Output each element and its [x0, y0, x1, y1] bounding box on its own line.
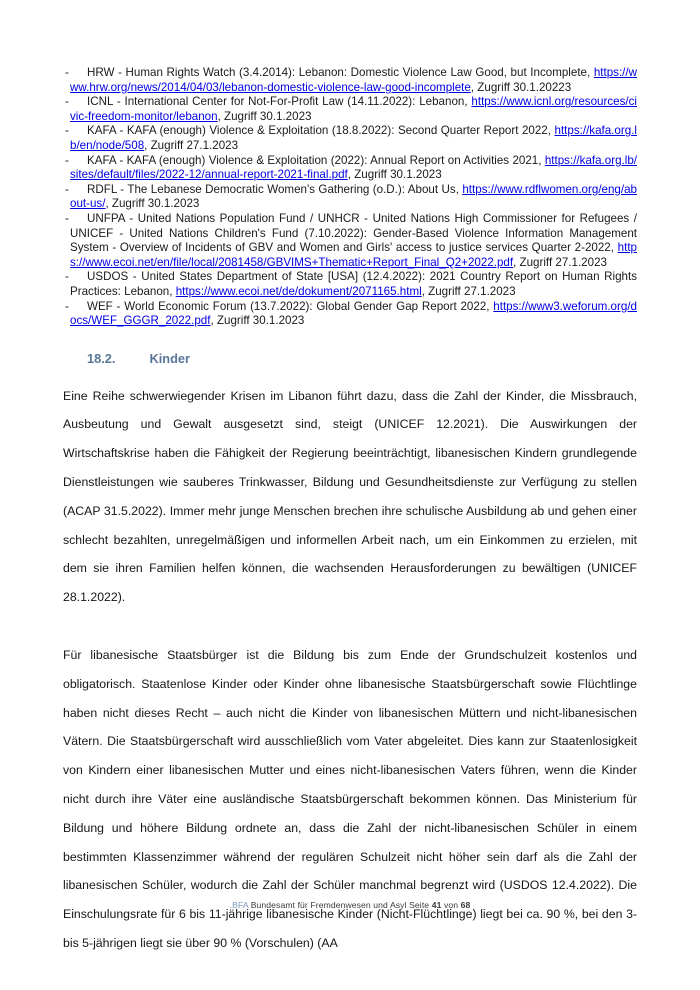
- bfa-logo-mark: .: [229, 900, 233, 910]
- source-access: , Zugriff 30.1.2023: [347, 168, 442, 182]
- source-link[interactable]: https://www3.weforum.org/docs/WEF_GGGR_2022.pdf: [70, 299, 637, 328]
- section-title: Kinder: [149, 350, 190, 366]
- section-heading: [63, 351, 637, 366]
- list-bullet: -: [65, 182, 69, 196]
- list-bullet: -: [65, 270, 69, 284]
- source-item: [63, 270, 637, 299]
- source-access: , Zugriff 30.1.20223: [470, 80, 572, 94]
- source-text: UNFPA - United Nations Population Fund / UNHCR - United Nations High Commissioner for Refugees / UNICEF - United Nations Children's Fund (7.10.2022): Gender-Based Violence Information Management System - Overview of Incidents of GBV and Women and Girls' access to justice services Quarter 2-2022,: [70, 211, 637, 255]
- source-link[interactable]: https://kafa.org.lb/sites/default/files/2022-12/annual-report-2021-final.pdf: [70, 153, 637, 182]
- source-text: KAFA - KAFA (enough) Violence & Exploitation (18.8.2022): Second Quarter Report 2022,: [87, 124, 555, 138]
- source-item: [63, 154, 637, 183]
- page-footer: [0, 900, 700, 910]
- list-bullet: -: [65, 299, 69, 313]
- footer-office-name: Bundesamt für Fremdenwesen und Asyl: [250, 900, 407, 910]
- source-item: [63, 212, 637, 270]
- source-link[interactable]: https://www.ecoi.net/de/dokument/2071165.html: [175, 284, 422, 298]
- list-bullet: -: [65, 95, 69, 109]
- source-list: [63, 66, 637, 329]
- source-access: , Zugriff 27.1.2023: [513, 255, 607, 269]
- source-item: [63, 183, 637, 212]
- source-link[interactable]: https://kafa.org.lb/en/node/508: [70, 124, 637, 152]
- source-access: , Zugriff 30.1.2023: [217, 109, 312, 123]
- source-item: [63, 95, 637, 124]
- list-bullet: -: [65, 66, 69, 79]
- source-text: WEF - World Economic Forum (13.7.2022): Global Gender Gap Report 2022,: [87, 299, 494, 313]
- list-bullet: -: [65, 211, 69, 225]
- source-text: HRW - Human Rights Watch (3.4.2014): Lebanon: Domestic Violence Law Good, but Incomplete,: [87, 66, 594, 79]
- source-link[interactable]: https://www.ecoi.net/en/file/local/2081458/GBVIMS+Thematic+Report_Final_Q2+2022.pdf: [70, 241, 637, 269]
- footer-page-number: 41: [431, 900, 442, 910]
- source-link[interactable]: https://www.rdflwomen.org/eng/about-us/: [70, 182, 637, 211]
- source-access: , Zugriff 27.1.2023: [421, 284, 516, 298]
- source-text: RDFL - The Lebanese Democratic Women's Gathering (o.D.): About Us,: [87, 182, 463, 196]
- source-text: ICNL - International Center for Not-For-Profit Law (14.11.2022): Lebanon,: [87, 95, 472, 109]
- source-access: , Zugriff 30.1.2023: [105, 197, 200, 211]
- source-item: [63, 124, 637, 153]
- footer-of-label: von: [443, 900, 459, 910]
- source-text: USDOS - United States Department of State [USA] (12.4.2022): 2021 Country Report on Human Rights Practices: Lebanon,: [70, 270, 637, 298]
- section-number: 18.2.: [87, 350, 116, 366]
- source-access: , Zugriff 27.1.2023: [144, 138, 239, 152]
- paragraph-education-citizenship: Für libanesische Staatsbürger ist die Bildung bis zum Ende der Grundschulzeit kostenlos und obligatorisch. Staatenlose Kinder oder Kinder ohne libanesische Staatsbürgerschaft sowie Flüchtlinge haben nicht dieses Recht – auch nicht die Kinder von libanesischen Müttern und nicht-libanesischen Vätern. Die Staatsbürgerschaft wird ausschließlich vom Vater abgeleitet. Dies kann zur Staatenlosigkeit von Kindern einer libanesischen Mutter und eines nicht-libanesischen Vaters führen, wenn die Kinder nicht durch ihre Väter eine ausländische Staatsbürgerschaft bekommen können. Das Ministerium für Bildung und höhere Bildung ordnete an, dass die Zahl der nicht-libanesischen Schüler in einem bestimmten Klassenzimmer während der regulären Schulzeit nicht höher sein darf als die Zahl der libanesischen Schüler, wodurch die Zahl der Schüler manchmal begrenzt wird (USDOS 12.4.2022). Die Einschulungsrate für 6 bis 11-jährige libanesische Kinder (Nicht-Flüchtlinge) liegt bei ca. 90 %, bei den 3- bis 5-jährigen liegt sie über 90 % (Vorschulen) (AA: [63, 648, 637, 951]
- source-link[interactable]: https://www.icnl.org/resources/civic-freedom-monitor/lebanon: [70, 95, 637, 123]
- source-item: [63, 66, 637, 95]
- footer-page-total: 68: [460, 900, 471, 910]
- footer-page-label: Seite: [409, 900, 430, 910]
- source-text: KAFA - KAFA (enough) Violence & Exploitation (2022): Annual Report on Activities 2021,: [87, 153, 545, 167]
- paragraph-children-crisis: Eine Reihe schwerwiegender Krisen im Libanon führt dazu, dass die Zahl der Kinder, die Missbrauch, Ausbeutung und Gewalt ausgesetzt sind, steigt (UNICEF 12.2021). Die Auswirkungen der Wirtschaftskrise haben die Fähigkeit der Regierung beeinträchtigt, libanesischen Kindern grundlegende Dienstleistungen wie sauberes Trinkwasser, Bildung und Gesundheitsdienste zur Verfügung zu stellen (ACAP 31.5.2022). Immer mehr junge Menschen brechen ihre schulische Ausbildung ab und gehen einer schlecht bezahlten, unregelmäßigen und informellen Arbeit nach, um ein Einkommen zu erzielen, mit dem sie ihren Familien helfen können, die wachsenden Herausforderungen zu bewältigen (UNICEF 28.1.2022).: [63, 388, 637, 605]
- source-item: [63, 300, 637, 329]
- list-bullet: -: [65, 124, 69, 138]
- list-bullet: -: [65, 153, 69, 167]
- bfa-logo: BFA: [232, 900, 249, 910]
- source-access: , Zugriff 30.1.2023: [210, 314, 305, 328]
- source-link[interactable]: https://www.hrw.org/news/2014/04/03/lebanon-domestic-violence-law-good-incomplete: [70, 66, 637, 94]
